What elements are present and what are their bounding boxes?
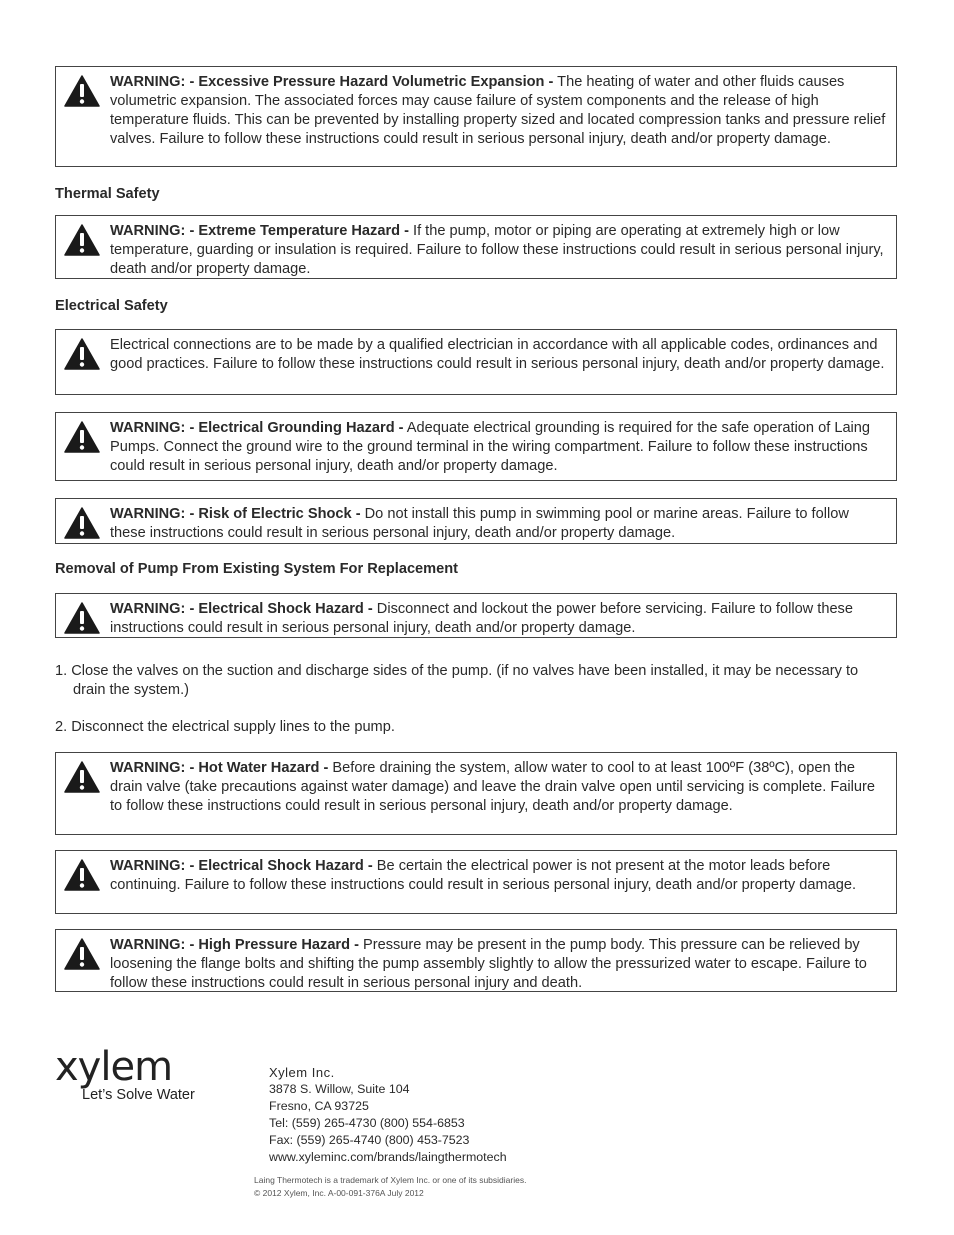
xylem-logo [55, 1045, 195, 1103]
warning-box-motor-leads [55, 850, 897, 914]
warning-triangle-icon [64, 421, 100, 453]
warning-title: WARNING: - High Pressure Hazard - [110, 937, 359, 953]
warning-title: WARNING: - Electrical Shock Hazard - [110, 601, 373, 617]
trademark-note: Laing Thermotech is a trademark of Xylem Inc. or one of its subsidiaries. [254, 1175, 527, 1185]
warning-title: WARNING: - Electrical Grounding Hazard - [110, 420, 404, 436]
address-line-1: 3878 S. Willow, Suite 104 [269, 1082, 410, 1096]
warning-body: If the pump, motor or piping are operating at extremely high or low temperature, guarding or insulation is required. Failure to follow these instructions could result in serious personal injury, death and/or property damage. [110, 223, 884, 277]
warning-body: Disconnect and lockout the power before servicing. Failure to follow these instructions could result in serious personal injury, death and/or property damage. [110, 601, 853, 636]
warning-box-extreme-temperature [55, 215, 897, 279]
address-line-2: Fresno, CA 93725 [269, 1099, 369, 1113]
warning-triangle-icon [64, 938, 100, 970]
contact-block [269, 1064, 507, 1166]
warning-triangle-icon [64, 507, 100, 539]
telephone: Tel: (559) 265-4730 (800) 554-6853 [269, 1116, 465, 1130]
warning-text [110, 936, 886, 993]
warning-text [110, 759, 886, 816]
warning-box-electrical-shock-lockout [55, 593, 897, 638]
logo-tagline: Let’s Solve Water [82, 1087, 195, 1103]
warning-text [110, 336, 886, 374]
warning-title: WARNING: - Hot Water Hazard - [110, 760, 329, 776]
warning-body: The heating of water and other fluids causes volumetric expansion. The associated forces may cause failure of system components and the release of high temperature fluids. This can be prevented by installing property sized and located compression tanks and pressure relief valves. Failure to follow these instructions could result in serious personal injury, death and/or property damage. [110, 74, 886, 147]
warning-title: WARNING: - Extreme Temperature Hazard - [110, 223, 409, 239]
warning-triangle-icon [64, 761, 100, 793]
warning-body: Adequate electrical grounding is required for the safe operation of Laing Pumps. Connect the ground wire to the ground terminal in the wiring compartment. Failure to follow these instructions could result in serious personal injury, death and/or property damage. [110, 420, 871, 474]
warning-box-high-pressure [55, 929, 897, 992]
warning-box-hot-water [55, 752, 897, 835]
fax: Fax: (559) 265-4740 (800) 453-7523 [269, 1133, 470, 1147]
warning-triangle-icon [64, 75, 100, 107]
company-name: Xylem Inc. [269, 1065, 335, 1080]
warning-text [110, 73, 886, 149]
warning-title: WARNING: - Electrical Shock Hazard - [110, 858, 373, 874]
fine-print [254, 1174, 526, 1200]
warning-text [110, 419, 886, 476]
warning-triangle-icon [64, 338, 100, 370]
warning-body: Before draining the system, allow water to cool to at least 100ºF (38ºC), open the drain valve (take precautions against water damage) and leave the drain valve open until servicing is complete. Failure to follow these instructions could result in serious personal injury, death and/or property damage. [110, 760, 875, 814]
warning-triangle-icon [64, 859, 100, 891]
step-close-valves: 1. Close the valves on the suction and discharge sides of the pump. (if no valves have been installed, it may be necessary to drain the system.) [55, 663, 859, 698]
warning-body: Do not install this pump in swimming pool or marine areas. Failure to follow these instructions could result in serious personal injury, death and/or property damage. [110, 506, 849, 541]
warning-box-electric-shock [55, 498, 897, 544]
copyright-note: © 2012 Xylem, Inc. A-00-091-376A July 2012 [254, 1188, 424, 1198]
website-link[interactable]: www.xyleminc.com/brands/laingthermotech [269, 1150, 507, 1164]
warning-triangle-icon [64, 602, 100, 634]
warning-box-qualified-electrician [55, 329, 897, 395]
warning-body: Be certain the electrical power is not present at the motor leads before continuing. Failure to follow these instructions could result in serious personal injury, death and/or property damage. [110, 858, 857, 893]
warning-body: Pressure may be present in the pump body. This pressure can be relieved by loosening the flange bolts and shifting the pump assembly slightly to allow the pressurized water to escape. Failure to follow these instructions could result in serious personal injury and death. [110, 937, 867, 991]
logo-wordmark: xylem [55, 1044, 173, 1090]
warning-box-electrical-grounding [55, 412, 897, 481]
warning-title: WARNING: - Excessive Pressure Hazard Volumetric Expansion - [110, 74, 554, 90]
warning-text [110, 857, 886, 895]
warning-body: Electrical connections are to be made by a qualified electrician in accordance with all applicable codes, ordinances and good practices. Failure to follow these instructions could result in serious personal injury, death and/or property damage. [110, 337, 885, 372]
warning-title: WARNING: - Risk of Electric Shock - [110, 506, 361, 522]
warning-text [110, 505, 886, 543]
section-title-thermal-safety: Thermal Safety [55, 186, 160, 202]
warning-text [110, 600, 886, 638]
warning-text [110, 222, 886, 279]
warning-box-volumetric-expansion [55, 66, 897, 167]
step-disconnect-supply: 2. Disconnect the electrical supply lines to the pump. [55, 719, 395, 735]
section-title-electrical-safety: Electrical Safety [55, 298, 168, 314]
section-title-removal: Removal of Pump From Existing System For Replacement [55, 561, 459, 577]
warning-triangle-icon [64, 224, 100, 256]
